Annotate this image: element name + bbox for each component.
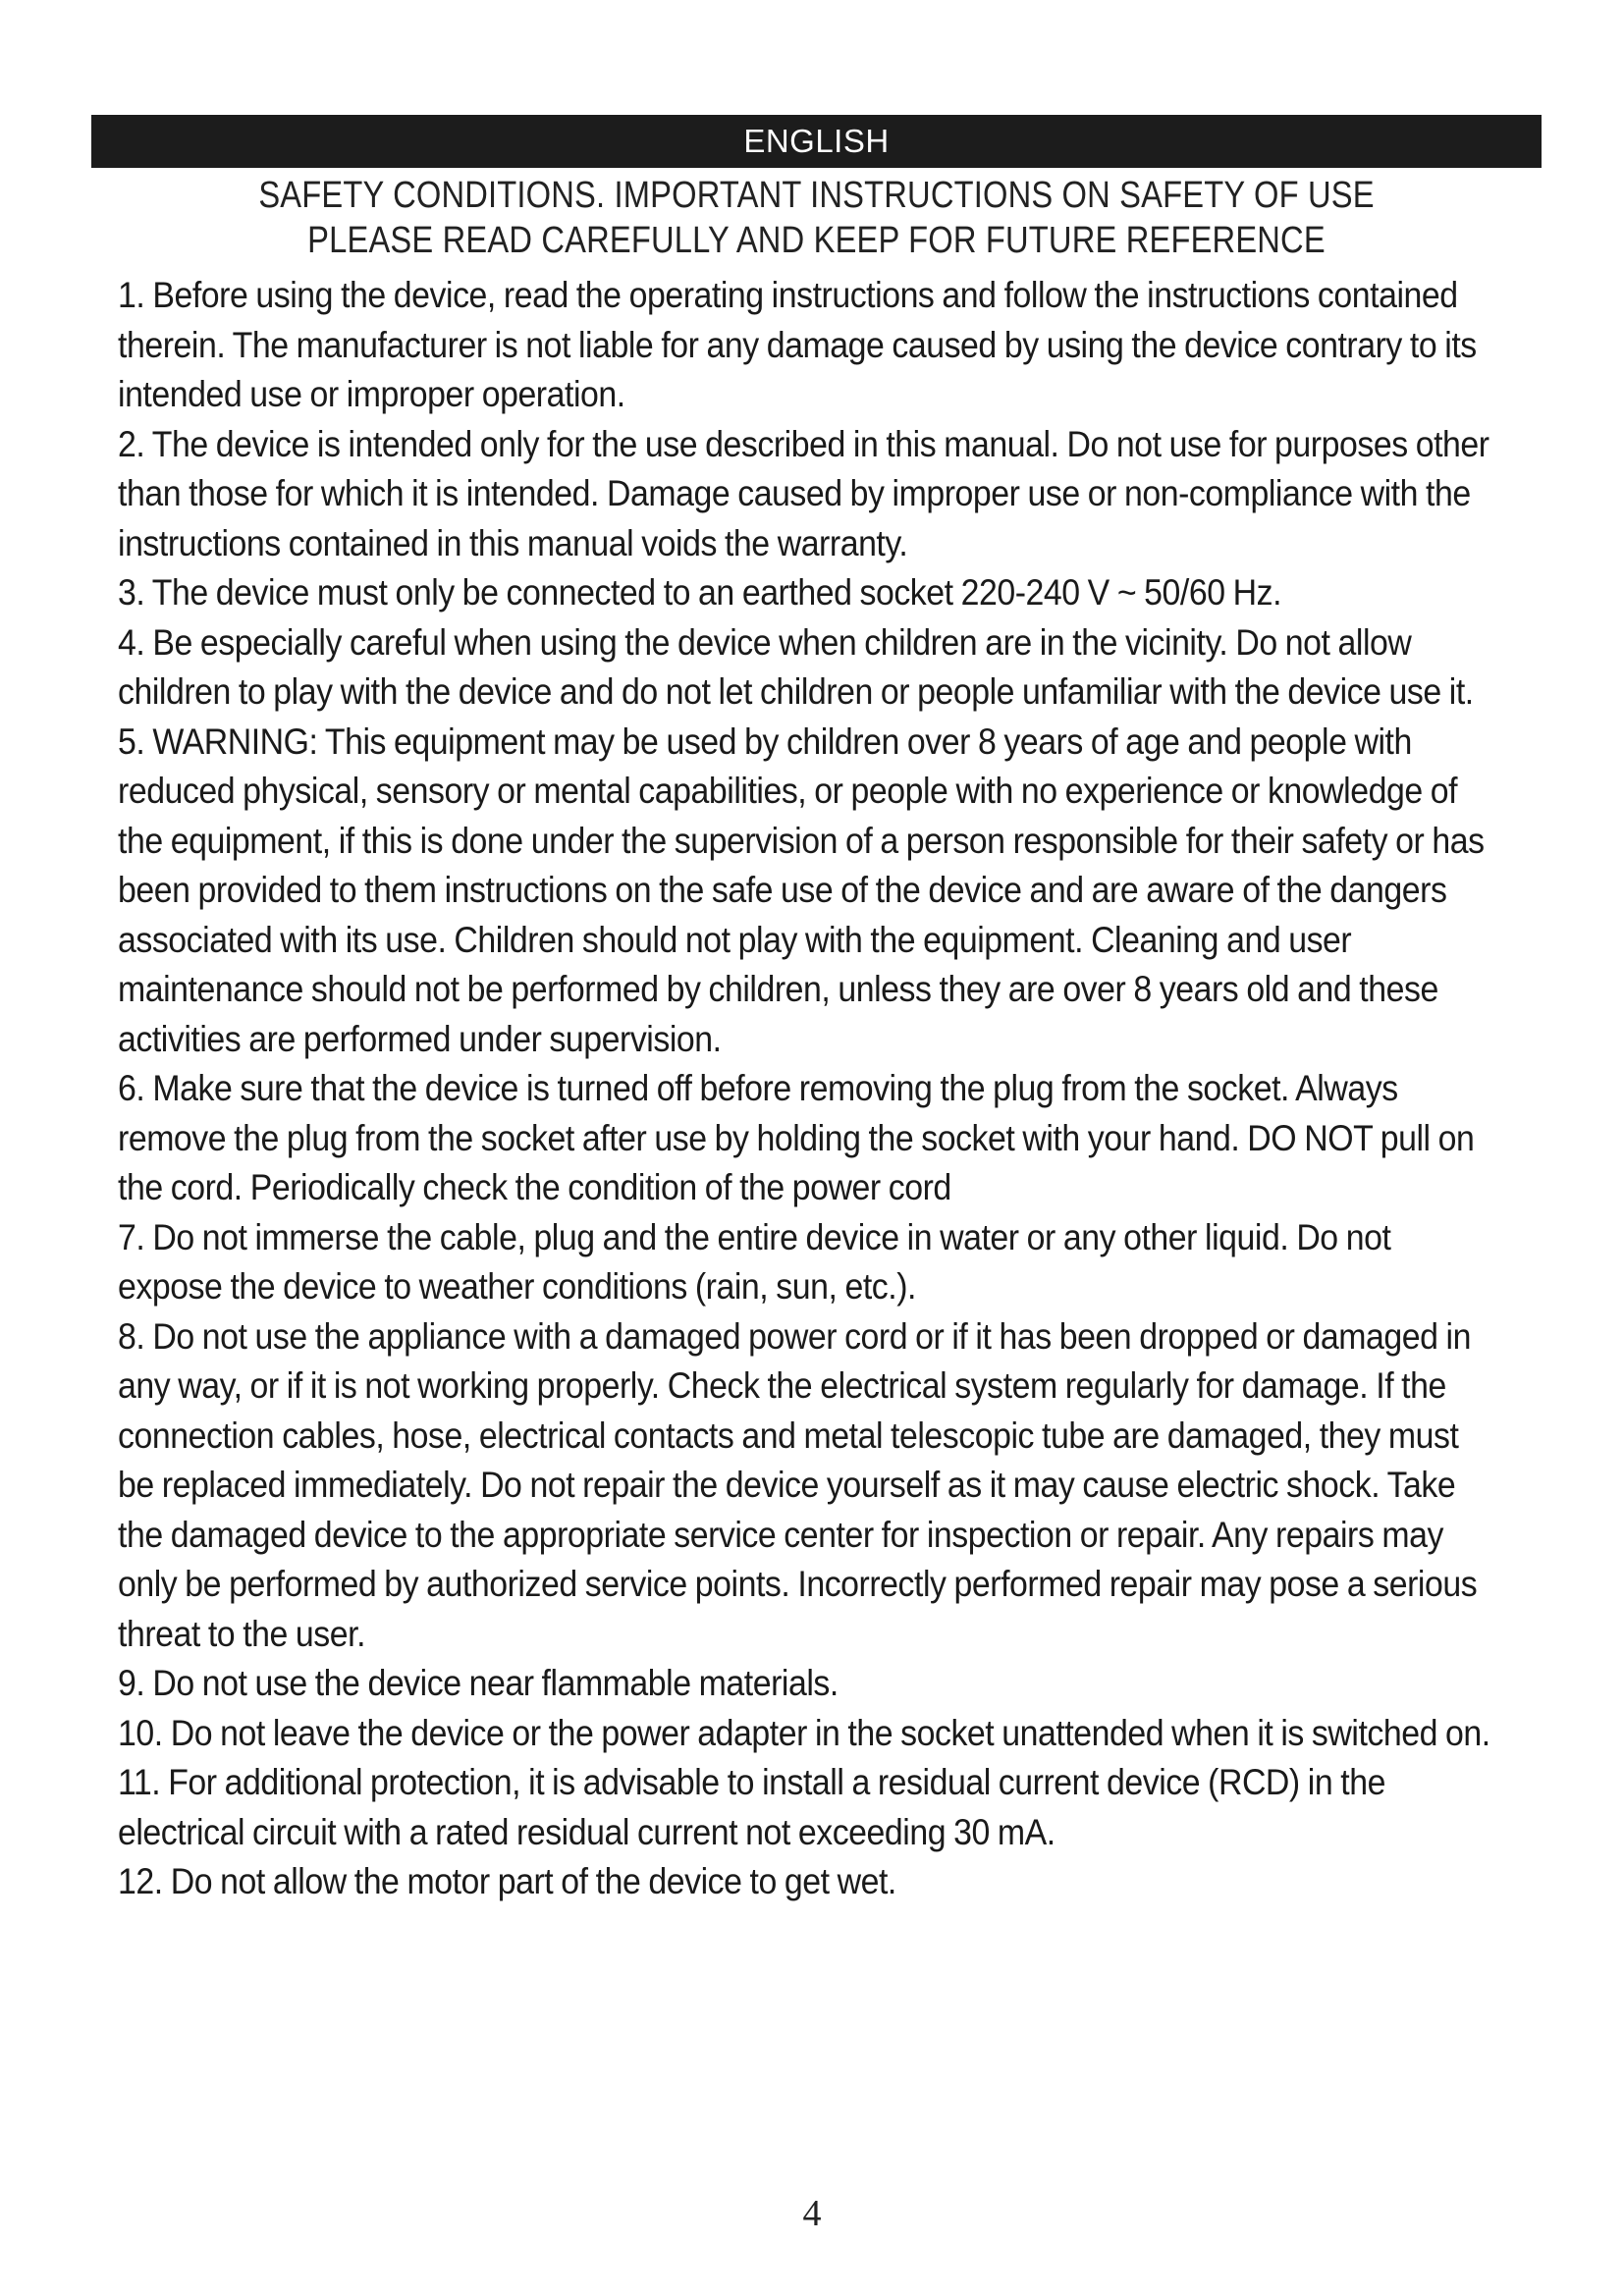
instruction-item-8: 8. Do not use the appliance with a damaged power cord or if it has been dropped or damaged in any way, or if it is not working properly. Check the electrical system regularly for damage. If the connection cables, hose, electrical contacts and metal telescopic tube are damaged, they must be replaced immediately. Do not repair the device yourself as it may cause electric shock. Take the damaged device to the appropriate service center for inspection or repair. Any repairs may only be performed by authorized service points. Incorrectly performed repair may pose a serious threat to the user. bbox=[118, 1315, 1478, 1654]
instruction-item-9: 9. Do not use the device near flammable materials. bbox=[118, 1663, 839, 1703]
language-banner: ENGLISH bbox=[91, 115, 1542, 168]
instruction-item-5: 5. WARNING: This equipment may be used by children over 8 years of age and people with reduced physical, sensory or mental capabilities, or people with no experience or knowledge of the equipment, if this is done under the supervision of a person responsible for their safety or has been provided to them instructions on the safe use of the device and are aware of the dangers associated with its use. Children should not play with the equipment. Cleaning and user maintenance should not be performed by children, unless they are over 8 years old and these activities are performed under supervision. bbox=[118, 721, 1485, 1059]
instruction-item-10: 10. Do not leave the device or the power adapter in the socket unattended when it is switched on. bbox=[118, 1712, 1490, 1753]
instruction-item-1: 1. Before using the device, read the operating instructions and follow the instructions contained therein. The manufacturer is not liable for any damage caused by using the device contrary to its intended use or improper operation. bbox=[118, 275, 1477, 414]
page-title bbox=[192, 173, 1439, 263]
page-number: 4 bbox=[802, 2193, 822, 2234]
instruction-item-7: 7. Do not immerse the cable, plug and the entire device in water or any other liquid. Do not expose the device to weather conditions (rain, sun, etc.). bbox=[118, 1216, 1391, 1307]
title-line-2: PLEASE READ CAREFULLY AND KEEP FOR FUTURE REFERENCE bbox=[307, 220, 1326, 261]
instruction-item-11: 11. For additional protection, it is advisable to install a residual current device (RCD) in the electrical circuit with a rated residual current not exceeding 30 mA. bbox=[118, 1762, 1385, 1852]
instruction-item-3: 3. The device must only be connected to an earthed socket 220-240 V ~ 50/60 Hz. bbox=[118, 572, 1282, 613]
title-line-1: SAFETY CONDITIONS. IMPORTANT INSTRUCTIONS ON SAFETY OF USE bbox=[258, 175, 1375, 216]
instruction-item-6: 6. Make sure that the device is turned off before removing the plug from the socket. Always remove the plug from the socket after use by holding the socket with your hand. DO NOT pull on the cord. Periodically check the condition of the power cord bbox=[118, 1068, 1475, 1207]
instruction-item-12: 12. Do not allow the motor part of the device to get wet. bbox=[118, 1861, 896, 1901]
instruction-item-2: 2. The device is intended only for the use described in this manual. Do not use for purposes other than those for which it is intended. Damage caused by improper use or non-compliance with the instructions contained in this manual voids the warranty. bbox=[118, 423, 1489, 563]
safety-instructions-list bbox=[118, 271, 1502, 1907]
instruction-item-4: 4. Be especially careful when using the device when children are in the vicinity. Do not allow children to play with the device and do not let children or people unfamiliar with the device use it. bbox=[118, 621, 1474, 712]
